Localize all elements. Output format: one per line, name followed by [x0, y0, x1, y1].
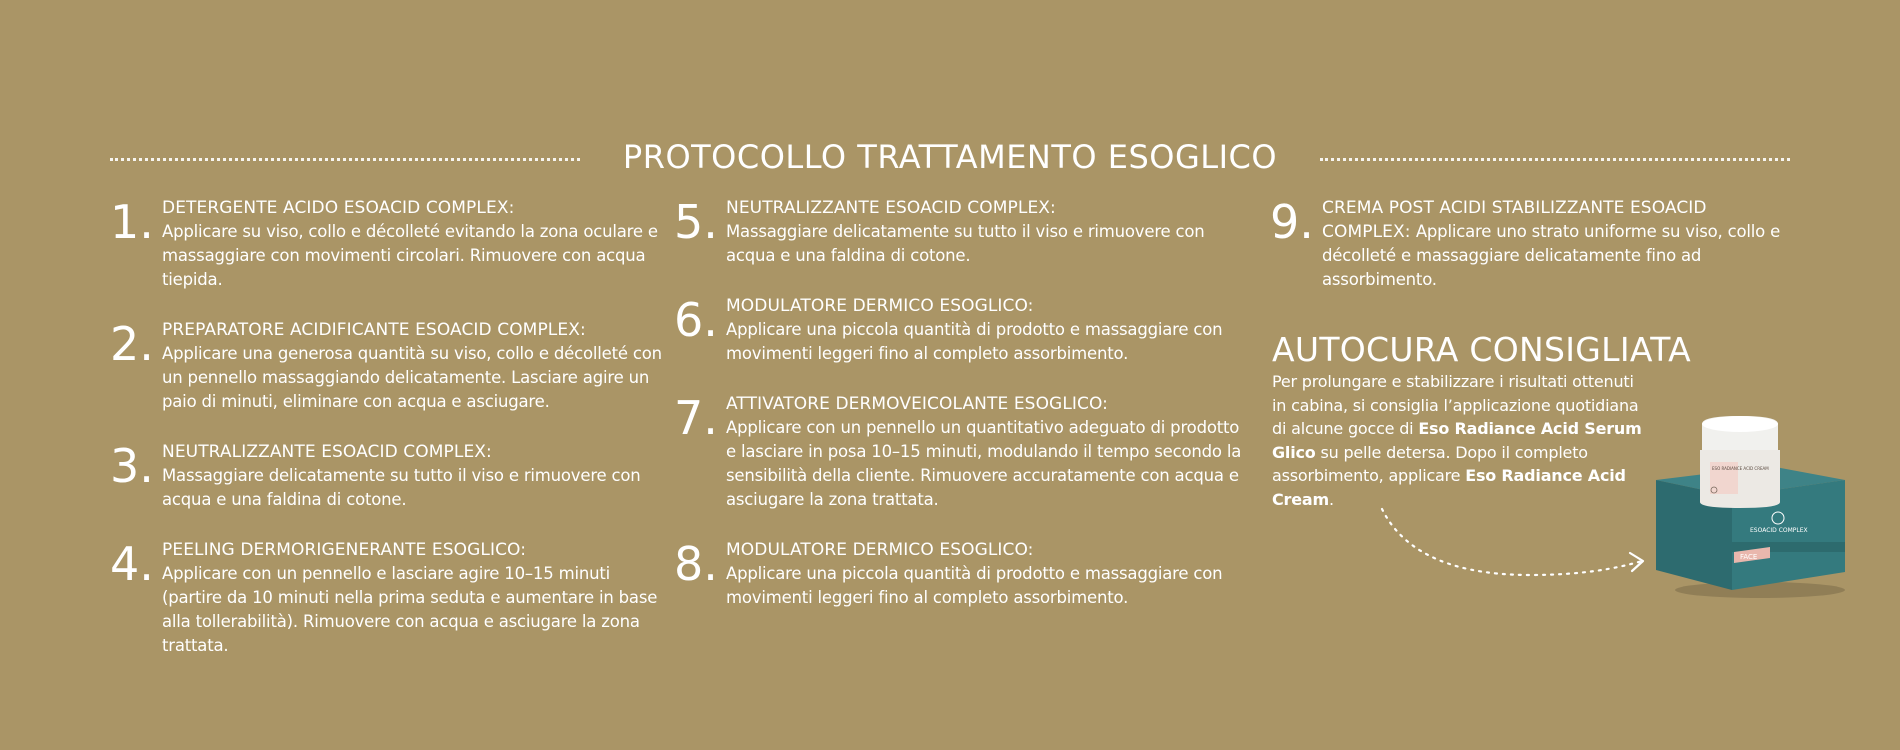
autocura-section [1272, 330, 1691, 511]
step-description: Applicare una generosa quantità su viso, collo e décolleté con un pennello massaggiando delicatamente. Lasciare agire un paio di minuti, eliminare con acqua e asciugare. [162, 344, 662, 411]
step-description: Applicare con un pennello un quantitativo adeguato di prodotto e lasciare in posa 10–15 minuti, modulando il tempo secondo la sensibilità della cliente. Rimuovere accuratamente con acqua e asciugare la zona trattata. [726, 418, 1242, 509]
step-heading: PREPARATORE ACIDIFICANTE ESOACID COMPLEX: [162, 320, 586, 340]
autocura-title: AUTOCURA CONSIGLIATA [1272, 330, 1691, 369]
face-label: FACE [1740, 553, 1758, 561]
step-5 [674, 196, 1254, 268]
step-9-text [1322, 196, 1800, 292]
step-heading: NEUTRALIZZANTE ESOACID COMPLEX: [162, 442, 492, 462]
box-brand-text: ESOACID COMPLEX [1750, 527, 1808, 534]
title-dotted-line-left [110, 158, 580, 161]
title-dotted-line-right [1320, 158, 1790, 161]
step-heading: CREMA POST ACIDI STABILIZZANTE ESOACID COMPLEX: [1322, 198, 1707, 242]
step-4 [110, 538, 670, 658]
step-number: 8. [674, 537, 718, 591]
step-6 [674, 294, 1254, 366]
step-number: 5. [674, 195, 718, 249]
step-7 [674, 392, 1254, 512]
autocura-text-part: su pelle detersa. Dopo il completo assorbimento, applicare [1272, 442, 1588, 485]
steps-column-3 [1270, 196, 1800, 318]
step-description: Applicare una piccola quantità di prodotto e massaggiare con movimenti leggeri fino al completo assorbimento. [726, 320, 1223, 363]
step-heading: MODULATORE DERMICO ESOGLICO: [726, 540, 1034, 560]
autocura-text-part: Per prolungare e stabilizzare i risultati ottenuti in cabina, si consiglia l’applicazione quotidiana di alcune gocce di [1272, 372, 1639, 438]
product-image [1650, 410, 1850, 600]
step-description: Applicare uno strato uniforme su viso, collo e décolleté e massaggiare delicatamente fino ad assorbimento. [1322, 222, 1781, 289]
cream-product-name: Eso Radiance Acid Cream [1272, 466, 1626, 509]
step-description: Massaggiare delicatamente su tutto il viso e rimuovere con acqua e una faldina di cotone. [162, 466, 641, 509]
step-heading: NEUTRALIZZANTE ESOACID COMPLEX: [726, 198, 1056, 218]
autocura-text-part: . [1328, 489, 1334, 509]
page-title: PROTOCOLLO TRATTAMENTO ESOGLICO [622, 138, 1278, 176]
step-heading: MODULATORE DERMICO ESOGLICO: [726, 296, 1034, 316]
steps-column-2 [674, 196, 1254, 636]
step-description: Applicare con un pennello e lasciare agire 10–15 minuti (partire da 10 minuti nella prima seduta e aumentare in base alla tollerabilità). Rimuovere con acqua e asciugare la zona trattata. [162, 564, 658, 655]
step-number: 6. [674, 293, 718, 347]
step-8 [674, 538, 1254, 610]
steps-column-1 [110, 196, 670, 684]
autocura-description [1272, 370, 1652, 511]
step-1 [110, 196, 670, 292]
step-number: 9. [1270, 195, 1314, 249]
step-description: Massaggiare delicatamente su tutto il viso e rimuovere con acqua e una faldina di cotone. [726, 222, 1205, 265]
step-description: Applicare su viso, collo e décolleté evitando la zona oculare e massaggiare con movimenti circolari. Rimuovere con acqua tiepida. [162, 222, 658, 289]
step-3 [110, 440, 670, 512]
jar-label: ESO RADIANCE ACID CREAM [1712, 466, 1769, 471]
step-number: 4. [110, 537, 154, 591]
step-9 [1270, 196, 1800, 292]
step-number: 2. [110, 317, 154, 371]
step-number: 3. [110, 439, 154, 493]
step-description: Applicare una piccola quantità di prodotto e massaggiare con movimenti leggeri fino al completo assorbimento. [726, 564, 1223, 607]
step-heading: DETERGENTE ACIDO ESOACID COMPLEX: [162, 198, 515, 218]
dotted-arrow-icon [1380, 505, 1650, 585]
step-heading: ATTIVATORE DERMOVEICOLANTE ESOGLICO: [726, 394, 1108, 414]
serum-product-name: Eso Radiance Acid Serum Glico [1272, 419, 1642, 462]
step-number: 7. [674, 391, 718, 445]
title-row [110, 138, 1790, 182]
step-number: 1. [110, 195, 154, 249]
step-heading: PEELING DERMORIGENERANTE ESOGLICO: [162, 540, 527, 560]
step-2 [110, 318, 670, 414]
